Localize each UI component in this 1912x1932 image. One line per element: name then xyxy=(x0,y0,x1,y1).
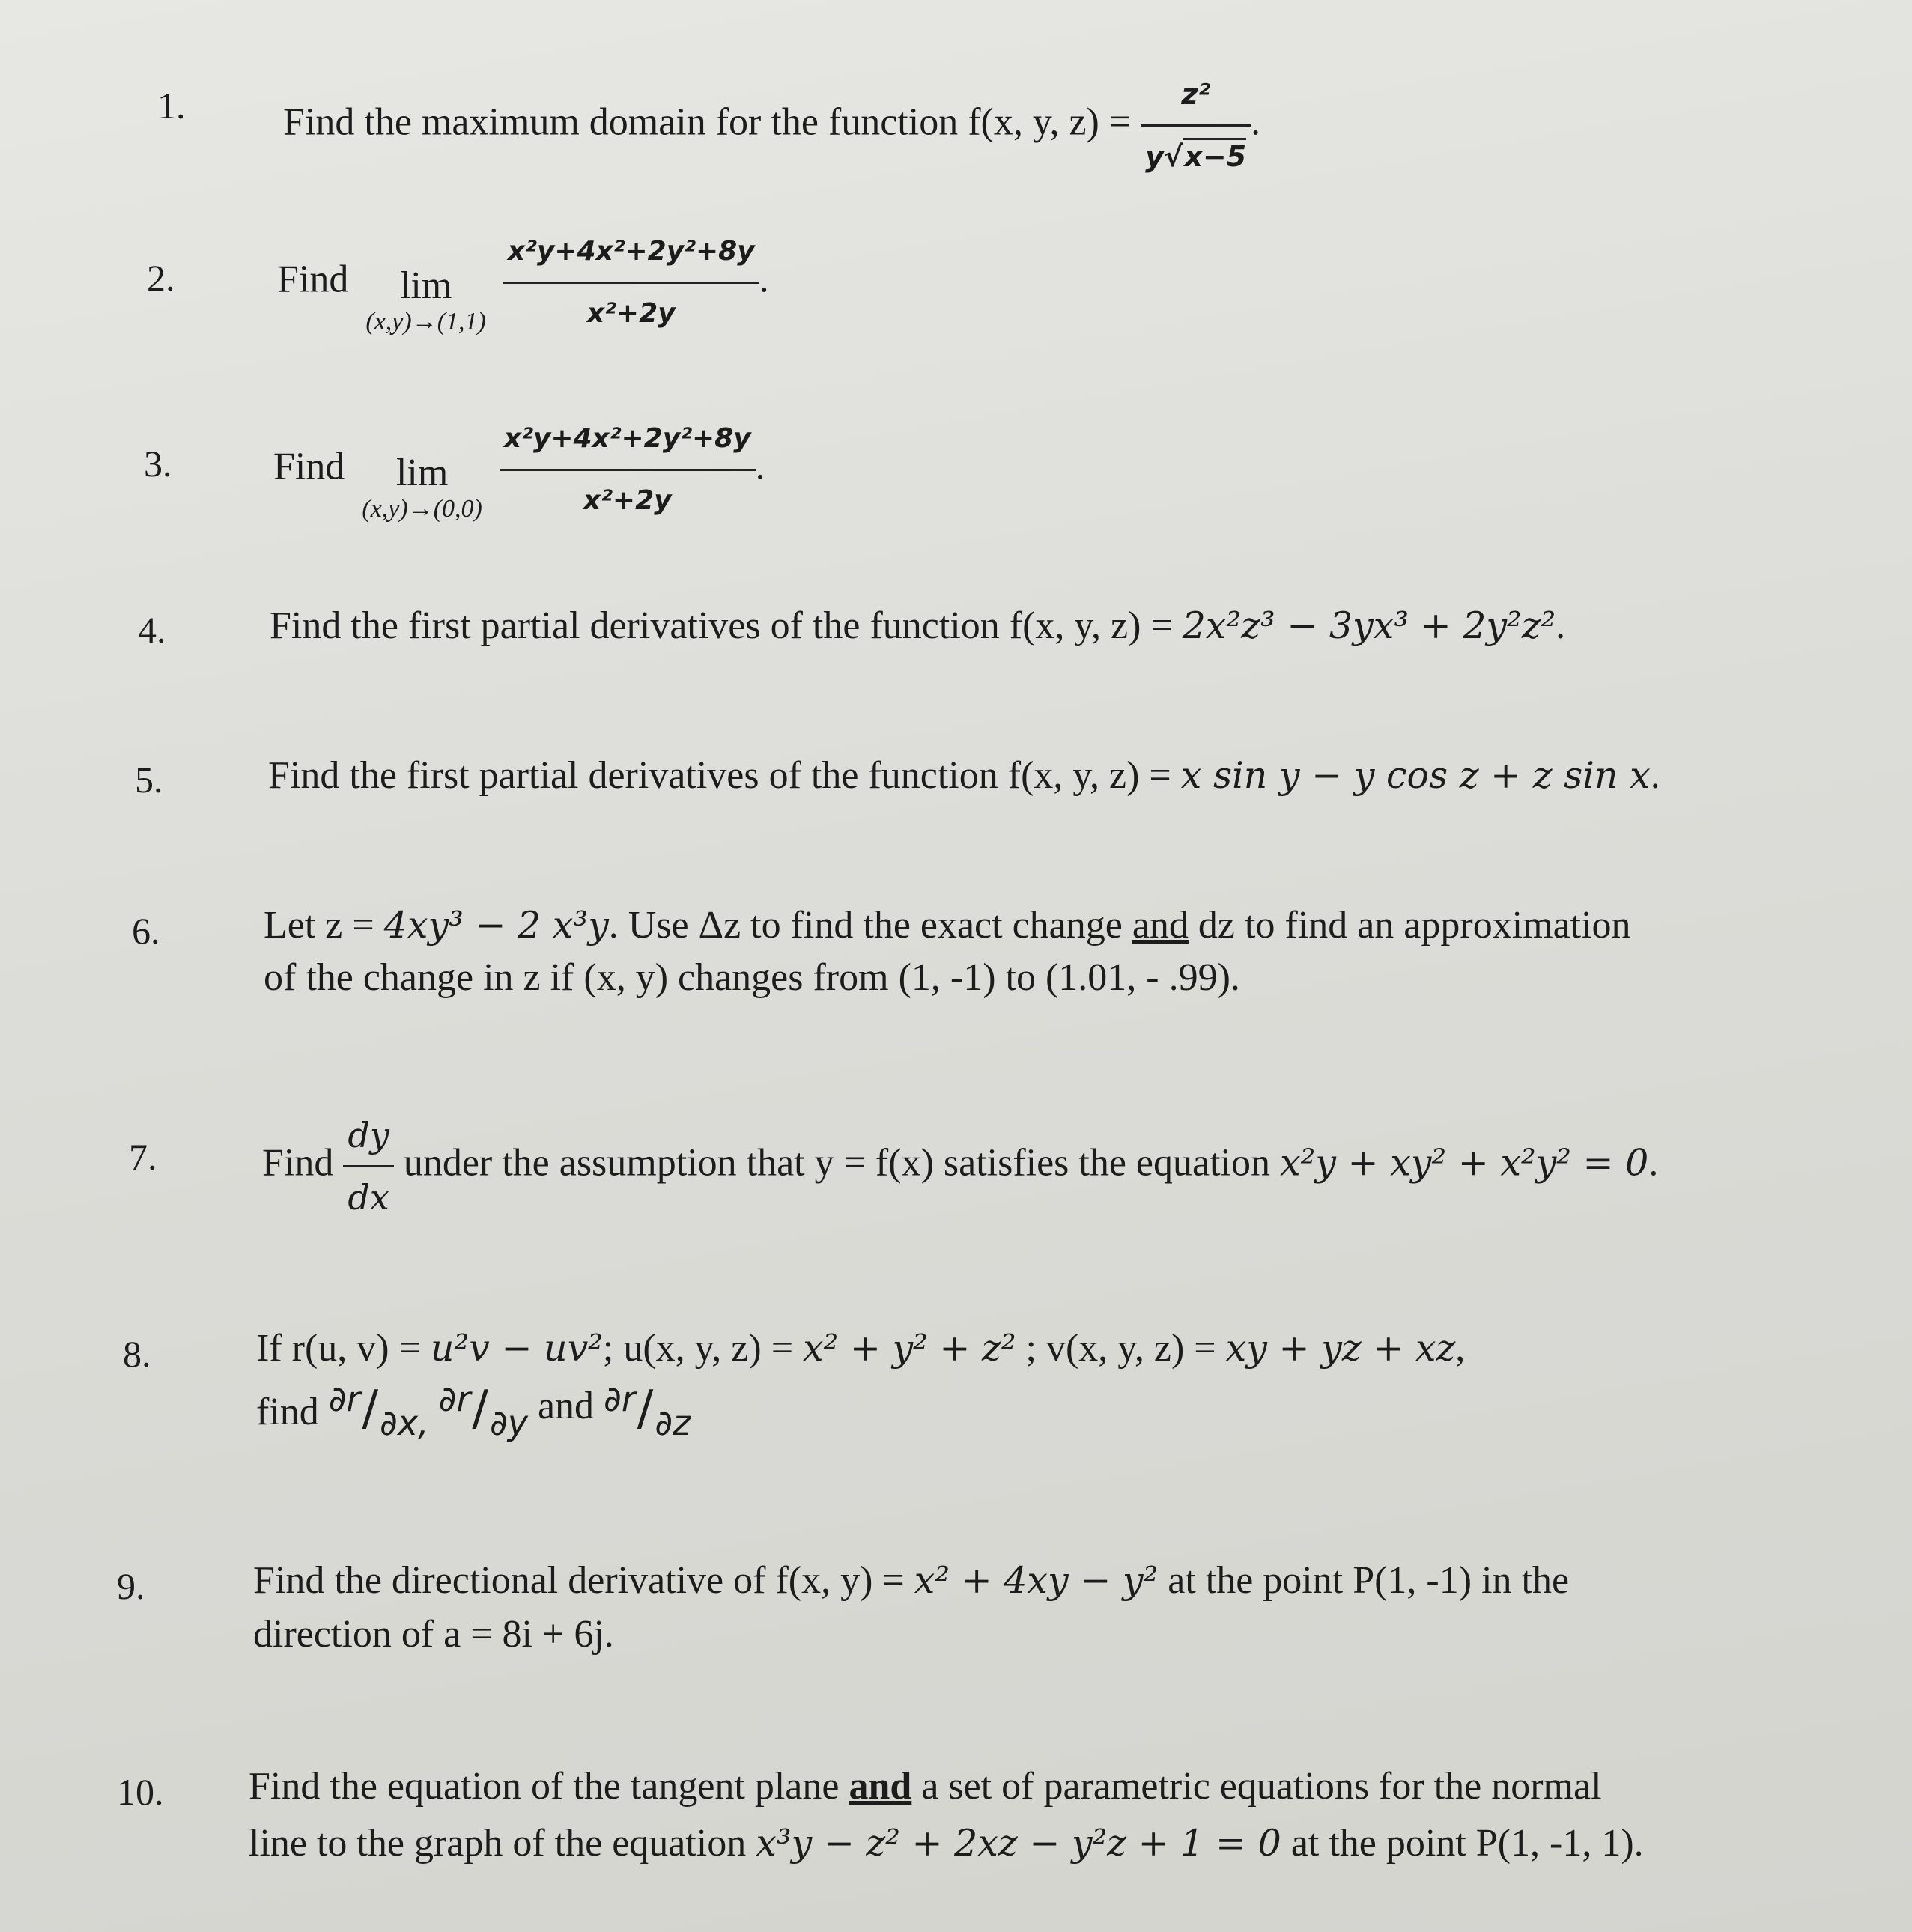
problem-number: 1. xyxy=(157,85,186,127)
problem-text-line-2: line to the graph of the equation x³y − z² + 2xz − y²z + 1 = 0 at the point P(1, -1, 1). xyxy=(249,1822,1644,1865)
problem-text-line-2: direction of a = 8i + 6j. xyxy=(253,1613,614,1656)
problem-text: Find lim (x,y)→(1,1) $\frac{\text{x²y+4x²+2y²+8y}}{\text{x²+2y}}$ . xyxy=(277,225,769,341)
problem-number: 8. xyxy=(123,1333,151,1375)
problem-number: 5. xyxy=(135,759,163,801)
problem-text-line-1: Find the directional derivative of f(x, y) = x² + 4xy − y² at the point P(1, -1) in the xyxy=(253,1559,1570,1602)
problem-number: 9. xyxy=(117,1565,145,1607)
partial-derivative-x: ∂r/∂x, xyxy=(328,1379,429,1443)
problem-text: Find the first partial derivatives of the function f(x, y, z) = 2x²z³ − 3yx³ + 2y²z². xyxy=(270,604,1566,647)
fraction: $\frac{\text{x²y+4x²+2y²+8y}}{\text{x²+2y}}$ xyxy=(500,412,756,528)
problem-text-line-1: Let z = 4xy³ − 2 x³y. Use Δz to find the exact change and dz to find an approximation xyxy=(264,904,1631,947)
problem-text: Find lim (x,y)→(0,0) $\frac{\text{x²y+4x²+2y²+8y}}{\text{x²+2y}}$ . xyxy=(273,412,765,528)
problem-number: 7. xyxy=(129,1136,157,1178)
problem-text-line-1: Find the equation of the tangent plane and a set of parametric equations for the normal xyxy=(249,1765,1602,1808)
problem-text-line-2: find ∂r/∂x, ∂r/∂y and ∂r/∂z xyxy=(256,1379,691,1443)
partial-derivative-z: ∂r/∂z xyxy=(604,1379,691,1443)
limit: lim (x,y)→(0,0) xyxy=(362,451,482,523)
fraction: $\frac{\text{x²y+4x²+2y²+8y}}{\text{x²+2y}}$ xyxy=(503,225,759,341)
problem-text: Find the first partial derivatives of the function f(x, y, z) = x sin y − y cos z + z sin x. xyxy=(268,754,1660,797)
problem-text-line-2: of the change in z if (x, y) changes from (1, -1) to (1.01, - .99). xyxy=(264,956,1240,999)
math-expression: x² + 4xy − y² xyxy=(914,1559,1159,1602)
problem-text: Find $\frac{dy}{dx}$ under the assumption that y = f(x) satisfies the equation x²y + xy² + x²y² = 0. xyxy=(262,1108,1658,1224)
problem-number: 3. xyxy=(144,443,172,484)
math-expression: x³y − z² + 2xz − y²z + 1 = 0 xyxy=(756,1822,1281,1865)
math-expression: x²y + xy² + x²y² = 0 xyxy=(1280,1141,1649,1185)
math-expression: x sin y − y cos z + z sin x xyxy=(1180,754,1651,797)
math-expression: 4xy³ − 2 x³y xyxy=(383,904,609,947)
limit: lim (x,y)→(1,1) xyxy=(365,264,486,335)
problem-number: 6. xyxy=(132,910,160,952)
problem-number: 2. xyxy=(147,257,175,299)
fraction: $\frac{\text{z²}}{y√x-5}$ xyxy=(1141,67,1251,183)
problem-text: Find the maximum domain for the function f(x, y, z) = $\frac{\text{z²}}{y√x-5}$ . xyxy=(283,67,1260,183)
math-expression: 2x²z³ − 3yx³ + 2y²z² xyxy=(1182,604,1556,647)
partial-derivative-y: ∂r/∂y xyxy=(438,1379,528,1443)
problem-number: 4. xyxy=(138,609,166,651)
problem-number: 10. xyxy=(117,1771,164,1813)
problem-text-line-1: If r(u, v) = u²v − uv²; u(x, y, z) = x² + y² + z² ; v(x, y, z) = xy + yz + xz, xyxy=(256,1327,1466,1370)
derivative-fraction: $\frac{dy}{dx}$ xyxy=(343,1108,393,1224)
